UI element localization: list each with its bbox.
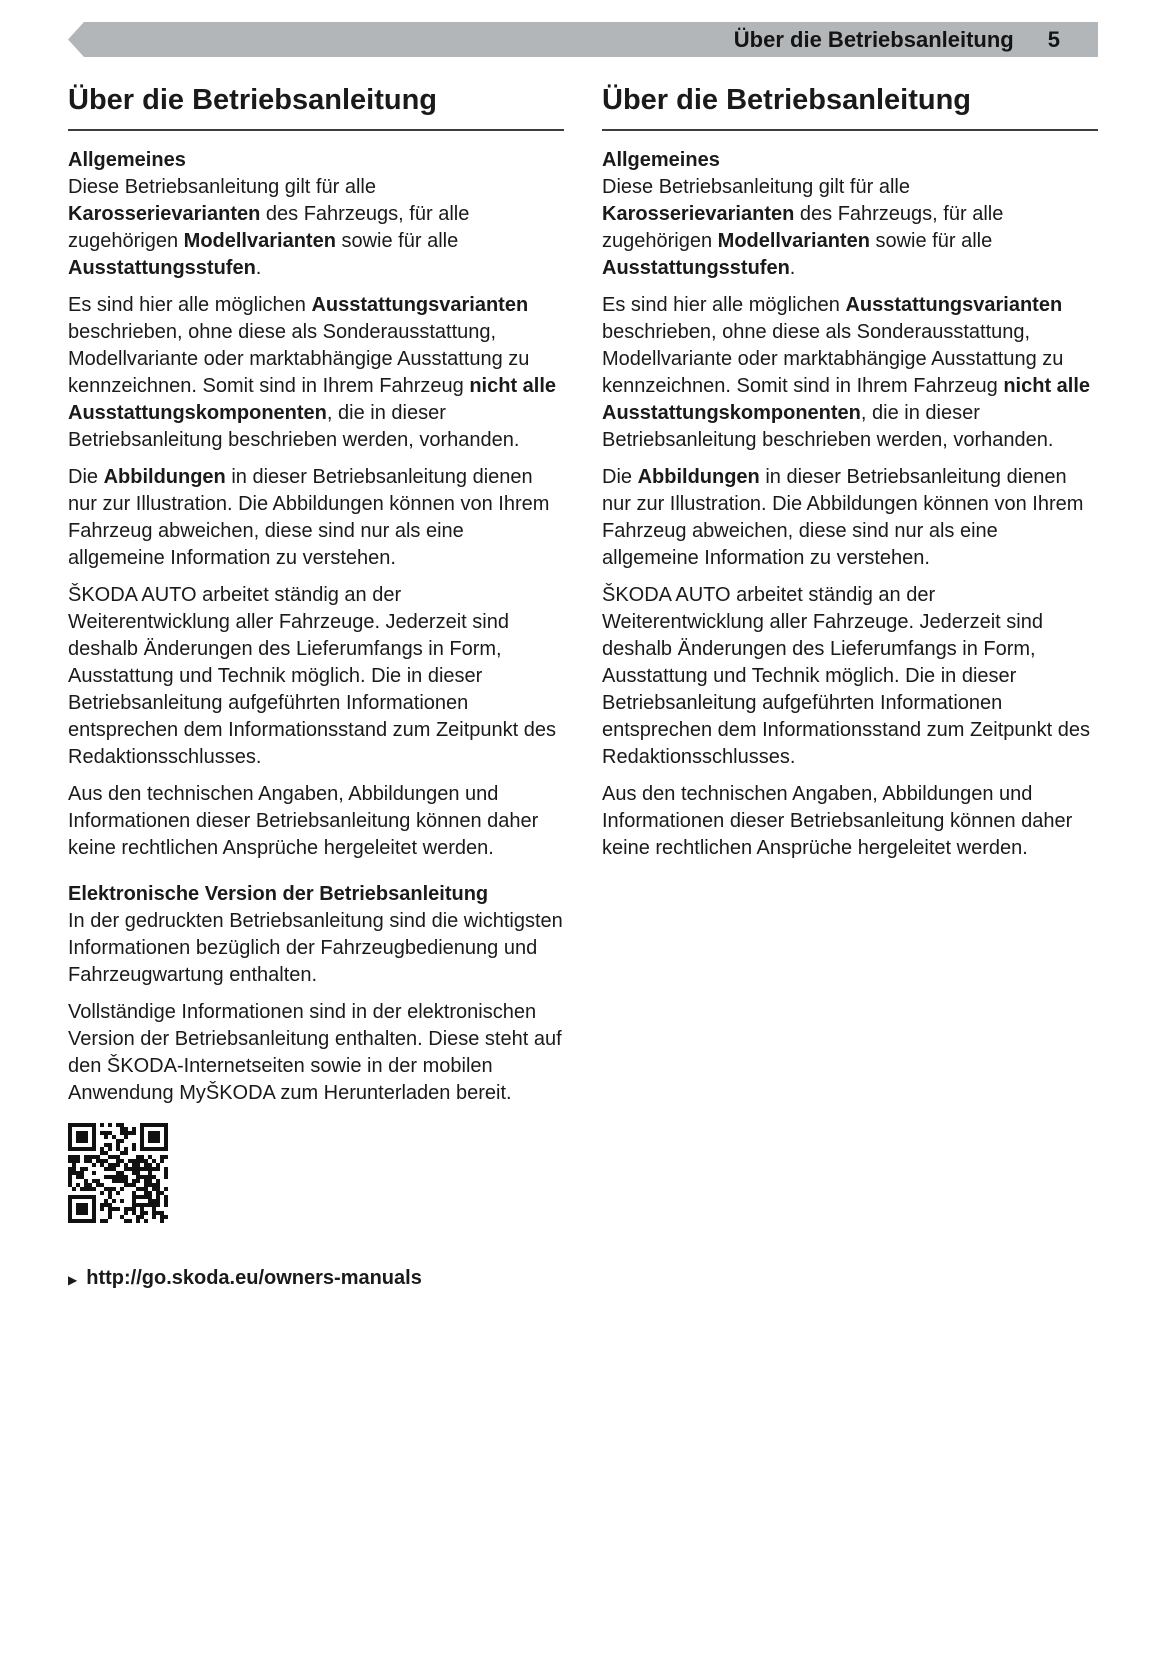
bold-text-run: Modellvarianten [183,230,336,253]
text-run: des Fahrzeugs, für alle zugehörigen [68,203,470,253]
text-run: ŠKODA AUTO arbeitet ständig an der Weiterentwicklung aller Fahrzeuge. Jederzeit sind deshalb Änderungen des Lieferumfangs in Form, Ausstattung und Technik möglich. Die in dieser Betriebsanleitung aufgeführten Informationen entsprechen dem Informationsstand zum Zeitpunkt des Redaktionsschlusses. [68,584,557,769]
text-run: Es sind hier alle möglichen [602,294,846,317]
body-paragraph [602,292,1098,454]
column-body [68,147,564,1290]
arrow-bullet-icon: ▶ [68,1273,78,1288]
body-paragraph [68,908,564,989]
body-paragraph [602,582,1098,771]
bold-text-run: Abbildungen [103,466,226,489]
column-heading: Über die Betriebsanleitung [602,84,1098,131]
column-left [68,84,564,1290]
body-paragraph [602,464,1098,572]
column-body [602,147,1098,862]
section-subheading: Allgemeines [602,149,720,172]
text-run: . [789,257,796,280]
bold-text-run: Karosserievarianten [68,203,261,226]
text-run: Es sind hier alle möglichen [68,294,312,317]
body-paragraph [68,174,564,282]
text-run: beschrieben, ohne diese als Sonderausstattung, Modellvariante oder marktabhängige Ausstattung zu kennzeichnen. Somit sind in Ihrem Fahrzeug [68,321,530,398]
body-paragraph [68,464,564,572]
text-run: , die in dieser Betriebsanleitung beschrieben werden, vorhanden. [68,402,520,452]
text-run: sowie für alle [869,230,993,253]
bold-text-run: Karosserievarianten [602,203,795,226]
body-paragraph [68,292,564,454]
bold-text-run: Modellvarianten [717,230,870,253]
bold-text-run: Ausstattungsstufen [68,257,256,280]
text-run: ŠKODA AUTO arbeitet ständig an der Weiterentwicklung aller Fahrzeuge. Jederzeit sind deshalb Änderungen des Lieferumfangs in Form, Ausstattung und Technik möglich. Die in dieser Betriebsanleitung aufgeführten Informationen entsprechen dem Informationsstand zum Zeitpunkt des Redaktionsschlusses. [602,584,1091,769]
text-run: In der gedruckten Betriebsanleitung sind die wichtigsten Informationen bezüglich der Fahrzeugbedienung und Fahrzeugwartung enthalten. [68,910,563,987]
text-run: Die [602,466,638,489]
bold-text-run: Abbildungen [637,466,760,489]
text-run: Diese Betriebsanleitung gilt für alle [68,176,376,199]
text-run: beschrieben, ohne diese als Sonderausstattung, Modellvariante oder marktabhängige Ausstattung zu kennzeichnen. Somit sind in Ihrem Fahrzeug [602,321,1064,398]
text-run: . [255,257,262,280]
section-subheading: Elektronische Version der Betriebsanleitung [68,883,489,906]
content-columns [68,84,1098,1290]
body-paragraph [68,999,564,1107]
text-run: Vollständige Informationen sind in der elektronischen Version der Betriebsanleitung enthalten. Diese steht auf den ŠKODA-Internetseiten sowie in der mobilen Anwendung MyŠKODA zum Herunterladen bereit. [68,1001,562,1105]
text-run: Die [68,466,104,489]
text-run: in dieser Betriebsanleitung dienen nur zur Illustration. Die Abbildungen können von Ihrem Fahrzeug abweichen, diese sind nur als eine allgemeine Information zu verstehen. [68,466,550,570]
manual-page [0,22,1166,1290]
text-run: Aus den technischen Angaben, Abbildungen und Informationen dieser Betriebsanleitung können daher keine rechtlichen Ansprüche hergeleitet werden. [68,783,539,860]
bold-text-run: Ausstattungsstufen [602,257,790,280]
header-title: Über die Betriebsanleitung [733,26,1014,52]
column-heading: Über die Betriebsanleitung [68,84,564,131]
text-run: Diese Betriebsanleitung gilt für alle [602,176,910,199]
qr-code [68,1123,168,1223]
text-run: , die in dieser Betriebsanleitung beschrieben werden, vorhanden. [602,402,1054,452]
column-right [602,84,1098,1290]
text-run: sowie für alle [335,230,459,253]
bold-text-run: Ausstattungsvarianten [845,294,1063,317]
body-paragraph [68,582,564,771]
bold-text-run: Ausstattungsvarianten [311,294,529,317]
body-paragraph [602,174,1098,282]
header-text [68,22,1098,57]
header-page-number: 5 [1047,26,1060,52]
text-run: in dieser Betriebsanleitung dienen nur zur Illustration. Die Abbildungen können von Ihrem Fahrzeug abweichen, diese sind nur als eine allgemeine Information zu verstehen. [602,466,1084,570]
body-paragraph [602,781,1098,862]
bold-text-run: nicht alle Ausstattungskomponenten [602,375,1091,425]
section-subheading: Allgemeines [68,149,186,172]
bold-text-run: nicht alle Ausstattungskomponenten [68,375,557,425]
text-run: Aus den technischen Angaben, Abbildungen und Informationen dieser Betriebsanleitung können daher keine rechtlichen Ansprüche hergeleitet werden. [602,783,1073,860]
text-run: des Fahrzeugs, für alle zugehörigen [602,203,1004,253]
owners-manual-link[interactable]: http://go.skoda.eu/owners-manuals [86,1267,422,1290]
page-header [68,22,1098,57]
owners-manual-link-row [68,1267,564,1290]
body-paragraph [68,781,564,862]
